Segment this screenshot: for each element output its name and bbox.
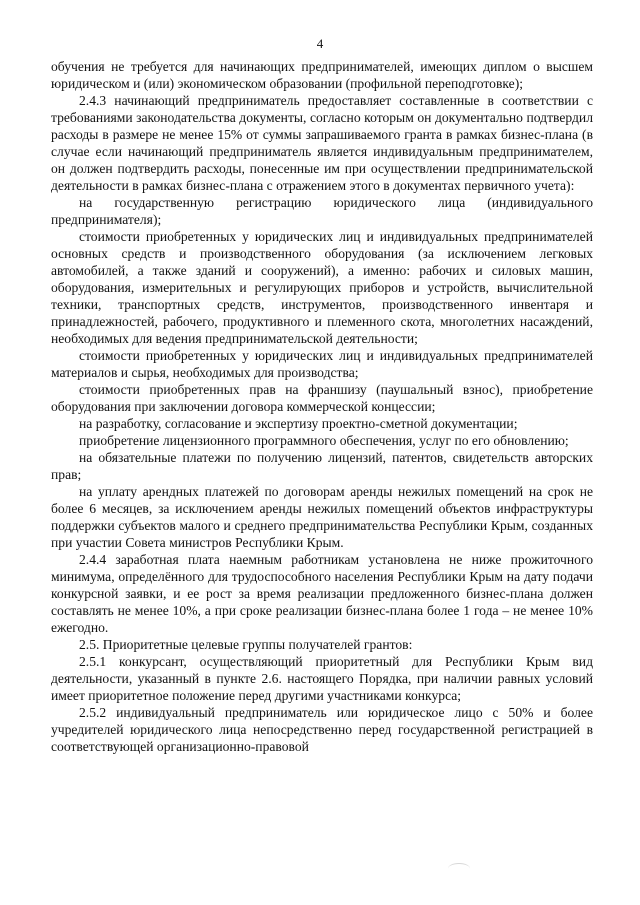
paragraph-2-4-4: 2.4.4 заработная плата наемным работникам установлена не ниже прожиточного минимума, определённого для трудоспособного населения Республики Крым на дату подачи конкурсной заявки, и ее рост за время реализации предложенного бизнес-плана должен составлять не менее 10%, а при сроке реализации бизнес-плана более 1 года – не менее 10% ежегодно. xyxy=(51,552,593,635)
paragraph-continuation: обучения не требуется для начинающих предпринимателей, имеющих диплом о высшем юридическом и (или) экономическом образовании (профильной переподготовке); xyxy=(51,59,593,91)
paragraph-2-4-3: 2.4.3 начинающий предприниматель предоставляет составленные в соответствии с требованиями законодательства документы, согласно которым он документально подтвердил расходы в размере не менее 15% от суммы запрашиваемого гранта в рамках бизнес-плана (в случае если начинающий предприниматель является индивидуальным предпринимателем, он должен подтвердить расходы, понесенные им при осуществлении предпринимательской деятельности в рамках бизнес-плана с отражением этого в документах первичного учета): xyxy=(51,93,593,193)
list-item-software: приобретение лицензионного программного обеспечения, услуг по его обновлению; xyxy=(79,433,569,448)
list-item-licenses: на обязательные платежи по получению лицензий, патентов, свидетельств авторских прав; xyxy=(51,450,593,482)
list-item-franchise: стоимости приобретенных прав на франшизу (паушальный взнос), приобретение оборудования при заключении договора коммерческой концессии; xyxy=(51,382,593,414)
page-number: 4 xyxy=(316,36,324,51)
list-item-registration: на государственную регистрацию юридического лица (индивидуального предпринимателя); xyxy=(51,195,593,227)
list-item-rent: на уплату арендных платежей по договорам аренды нежилых помещений на срок не более 6 месяцев, за исключением аренды нежилых помещений объектов инфраструктуры поддержки субъектов малого и среднего предпринимательства Республики Крым, созданных при участии Совета министров Республики Крым. xyxy=(51,484,593,550)
list-item-materials: стоимости приобретенных у юридических лиц и индивидуальных предпринимателей материалов и сырья, необходимых для производства; xyxy=(51,348,593,380)
document-body xyxy=(51,58,593,755)
scan-artifact xyxy=(448,863,470,874)
paragraph-2-5-1: 2.5.1 конкурсант, осуществляющий приоритетный для Республики Крым вид деятельности, указанный в пункте 2.6. настоящего Порядка, при наличии равных условий имеет приоритетное положение перед другими участниками конкурса; xyxy=(51,654,593,703)
list-item-fixed-assets: стоимости приобретенных у юридических лиц и индивидуальных предпринимателей основных средств и производственного оборудования (за исключением легковых автомобилей, а также зданий и сооружений), а именно: рабочих и силовых машин, оборудования, измерительных и регулирующих приборов и устройств, вычислительной техники, транспортных средств, инструментов, производственного инвентаря и принадлежностей, рабочего, продуктивного и племенного скота, многолетних насаждений, необходимых для ведения предпринимательской деятельности; xyxy=(51,229,593,346)
list-item-design-docs: на разработку, согласование и экспертизу проектно-сметной документации; xyxy=(79,416,518,431)
paragraph-2-5: 2.5. Приоритетные целевые группы получателей грантов: xyxy=(79,637,413,652)
paragraph-2-5-2: 2.5.2 индивидуальный предприниматель или юридическое лицо с 50% и более учредителей юридического лица непосредственно перед государственной регистрацией в соответствующей организационно-правовой xyxy=(51,705,593,754)
